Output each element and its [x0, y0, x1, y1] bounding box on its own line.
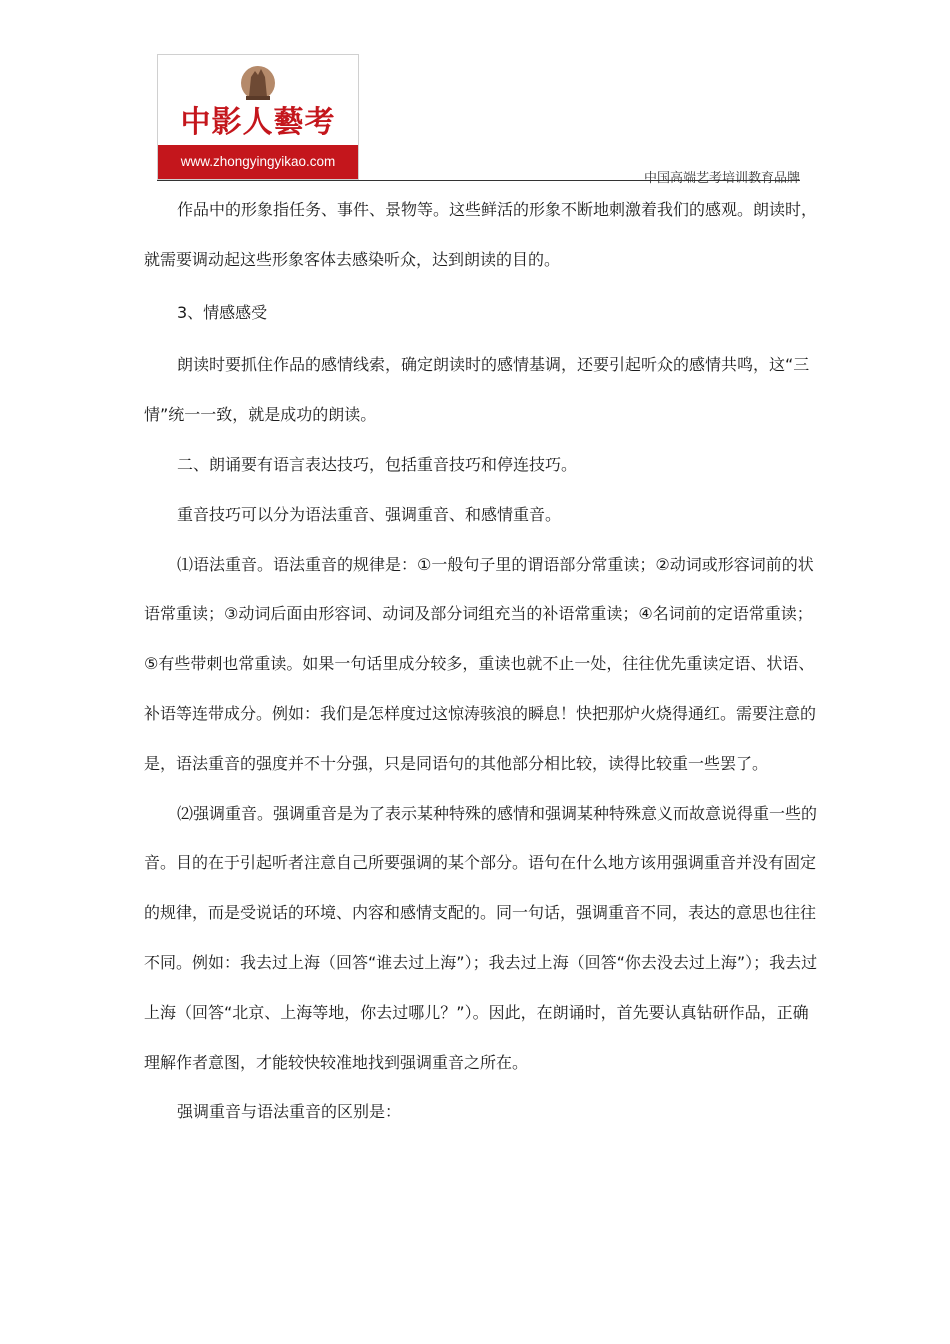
paragraph: 强调重音与语法重音的区别是： — [177, 1102, 402, 1122]
header-divider — [157, 180, 800, 181]
document-body — [144, 185, 820, 1137]
header-tagline: 中国高端艺考培训教育品牌 — [643, 171, 800, 186]
paragraph: 作品中的形象指任务、事件、景物等。这些鲜活的形象不断地刺激着我们的感观。朗读时，就需要调动起这些形象客体去感染听众，达到朗读的目的。 — [144, 200, 818, 269]
logo-name: 中影人藝考 — [180, 105, 336, 140]
section-heading: 3、情感感受 — [177, 302, 268, 322]
paragraph: ⑴语法重音。语法重音的规律是：①一般句子里的谓语部分常重读；②动词或形容词前的状语常重读；③动词后面由形容词、动词及部分词组充当的补语常重读；④名词前的定语常重读；⑤有些带刺也常重读。如果一句话里成分较多，重读也就不止一处，往往优先重读定语、状语、补语等连带成分。例如：我们是怎样度过这惊涛骇浪的瞬息！快把那炉火烧得通红。需要注意的是，语法重音的强度并不十分强，只是同语句的其他部分相比较，读得比较重一些罢了。 — [144, 554, 817, 773]
logo-url: www.zhongyingyikao.com — [158, 145, 358, 179]
section-heading: 二、朗诵要有语言表达技巧，包括重音技巧和停连技巧。 — [177, 454, 578, 474]
paragraph: ⑵强调重音。强调重音是为了表示某种特殊的感情和强调某种特殊意义而故意说得重一些的音。目的在于引起听者注意自己所要强调的某个部分。语句在什么地方该用强调重音并没有固定的规律，而是受说话的环境、内容和感情支配的。同一句话，强调重音不同，表达的意思也往往不同。例如：我去过上海（回答“谁去过上海”）；我去过上海（回答“你去没去过上海”）；我去过上海（回答“北京、上海等地，你去过哪儿？”）。因此，在朗诵时，首先要认真钻研作品，正确理解作者意图，才能较快较准地找到强调重音之所在。 — [144, 803, 818, 1072]
monument-icon — [236, 59, 280, 103]
paragraph: 重音技巧可以分为语法重音、强调重音、和感情重音。 — [177, 504, 562, 524]
paragraph: 朗读时要抓住作品的感情线索，确定朗读时的感情基调，还要引起听众的感情共鸣，这“三情”统一一致，就是成功的朗读。 — [144, 355, 810, 425]
brand-logo — [157, 54, 359, 180]
